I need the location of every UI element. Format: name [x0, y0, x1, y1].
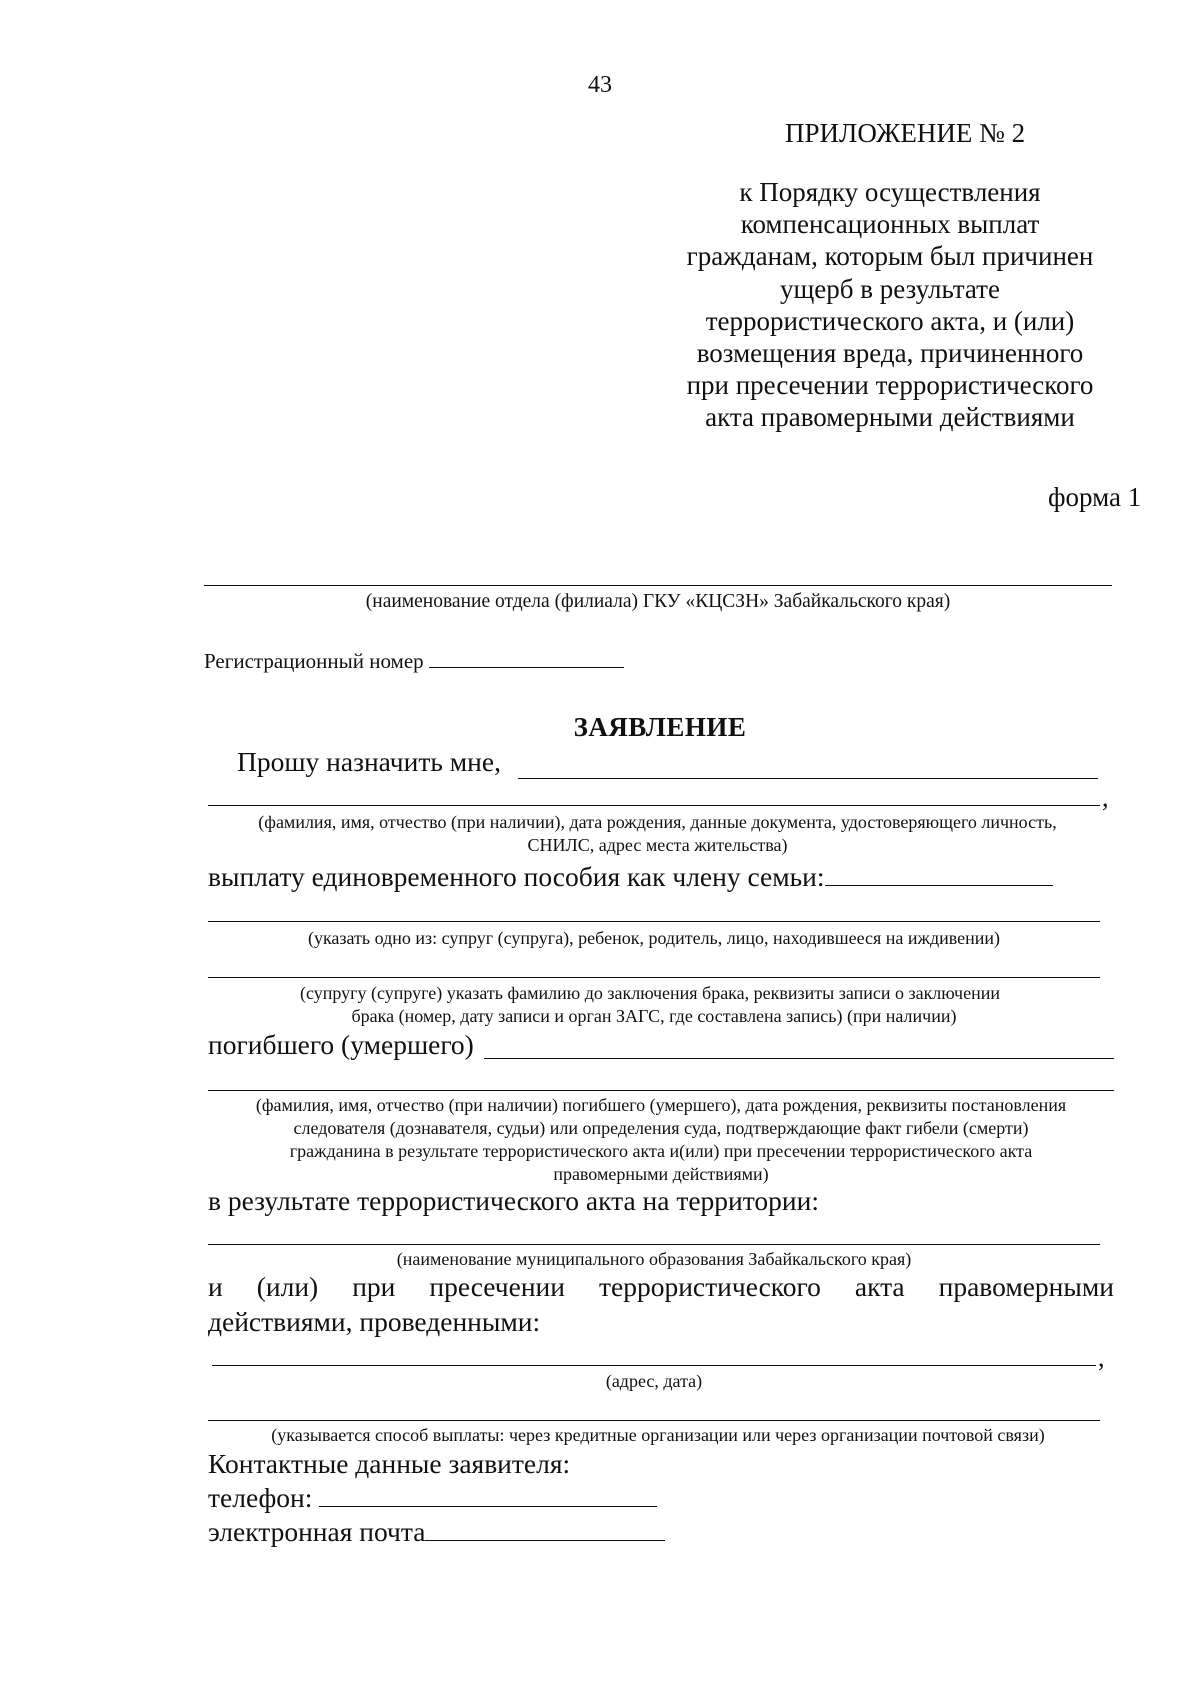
deceased-label: погибшего (умершего) — [208, 1029, 474, 1060]
order-line: возмещения вреда, причиненного — [696, 338, 1084, 369]
deceased-name-field[interactable] — [484, 1058, 1114, 1059]
municipality-caption: (наименование муниципального образования Забайкальского края) — [396, 1249, 912, 1269]
form-label: форма 1 — [1048, 482, 1142, 512]
applicant-caption — [200, 811, 1115, 857]
department-field-line[interactable] — [204, 585, 1112, 586]
phone-field[interactable] — [319, 1484, 657, 1507]
applicant-caption-line: (фамилия, имя, отчество (при наличии), дата рождения, данные документа, удостоверяющего личность, — [258, 812, 1057, 832]
contacts-label: Контактные данные заявителя: — [208, 1448, 571, 1479]
order-line: ущерб в результате — [780, 273, 1000, 304]
relation-field-line[interactable] — [208, 921, 1100, 922]
email-label: электронная почта — [208, 1516, 426, 1547]
payment-text: выплату единовременного пособия как члену семьи: — [208, 861, 825, 892]
address-date-field[interactable] — [212, 1365, 1096, 1366]
payment-method-field[interactable] — [208, 1420, 1100, 1421]
registration-label: Регистрационный номер — [204, 649, 424, 673]
page-number: 43 — [588, 72, 612, 98]
order-line: акта правомерными действиями — [705, 402, 1075, 433]
spouse-caption-1: (супругу (супруге) указать фамилию до заключения брака, реквизиты записи о заключении — [300, 983, 1000, 1003]
order-line: гражданам, которым был причинен — [686, 241, 1094, 272]
applicant-details-field[interactable] — [208, 805, 1100, 806]
email-row — [208, 1516, 665, 1548]
payment-row — [208, 861, 1053, 893]
comma: , — [1098, 1343, 1105, 1372]
appendix-title: ПРИЛОЖЕНИЕ № 2 — [785, 118, 1026, 148]
address-caption: (адрес, дата) — [605, 1371, 703, 1391]
deceased-caption-line: правомерными действиями) — [553, 1164, 769, 1184]
order-line: к Порядку осуществления — [739, 177, 1041, 207]
department-caption: (наименование отдела (филиала) ГКУ «КЦСЗН» Забайкальского края) — [365, 591, 951, 612]
suppression-text-1: и (или) при пресечении террористического акта правомерными — [208, 1271, 1114, 1302]
spouse-caption-2: брака (номер, дату записи и орган ЗАГС, где составлена запись) (при наличии) — [351, 1006, 957, 1026]
applicant-caption-line: СНИЛС, адрес места жительства) — [527, 835, 788, 855]
family-relation-field[interactable] — [825, 863, 1053, 886]
municipality-field-line[interactable] — [208, 1244, 1100, 1245]
spouse-field-line[interactable] — [208, 977, 1100, 978]
territory-text: в результате террористического акта на территории: — [208, 1185, 819, 1216]
relation-caption: (указать одно из: супруг (супруга), ребенок, родитель, лицо, находившееся на иждивении) — [307, 928, 1001, 948]
deceased-caption-line: следователя (дознавателя, судьи) или определения суда, подтверждающие факт гибели (смерти) — [293, 1118, 1029, 1138]
deceased-details-field[interactable] — [208, 1090, 1114, 1091]
deceased-caption-line: (фамилия, имя, отчество (при наличии) погибшего (умершего), дата рождения, реквизиты постановления — [255, 1095, 1067, 1115]
deceased-caption — [208, 1094, 1114, 1186]
phone-row — [208, 1482, 657, 1514]
order-reference — [640, 176, 1140, 434]
order-line: при пресечении террористического — [686, 370, 1094, 401]
registration-number-field[interactable] — [429, 645, 624, 668]
email-field[interactable] — [425, 1518, 665, 1541]
request-text: Прошу назначить мне, — [237, 746, 501, 777]
order-line: компенсационных выплат — [740, 209, 1040, 240]
document-title: ЗАЯВЛЕНИЕ — [573, 712, 747, 742]
comma: , — [1102, 783, 1109, 812]
registration-row — [204, 645, 624, 674]
deceased-caption-line: гражданина в результате террористического акта и(или) при пресечении террористического акта — [289, 1141, 1033, 1161]
suppression-text-2: действиями, проведенными: — [208, 1306, 541, 1337]
order-line: террористического акта, и (или) — [705, 305, 1075, 336]
applicant-name-field[interactable] — [518, 778, 1098, 779]
payment-method-caption: (указывается способ выплаты: через кредитные организации или через организации почтовой связи) — [271, 1425, 1045, 1445]
phone-label: телефон: — [208, 1482, 313, 1513]
